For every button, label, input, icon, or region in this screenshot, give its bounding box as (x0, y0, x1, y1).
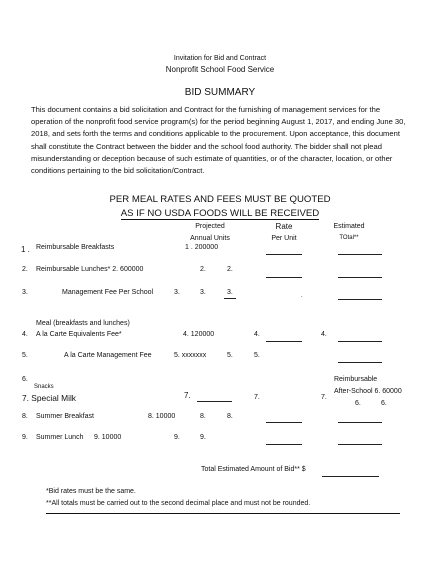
row8-number: 8. (22, 413, 28, 420)
row4-rate-blank[interactable] (266, 341, 302, 342)
row3-label: Management Fee Per School (62, 289, 154, 296)
row4-units: 4. 120000 (183, 331, 215, 338)
row1-label: Reimbursable Breakfasts (36, 244, 115, 251)
row1-total-blank[interactable] (338, 254, 382, 255)
row3-total-blank[interactable] (338, 299, 382, 300)
intro-paragraph: This document contains a bid solicitation and Contract for the furnishing of management services for the operation of the nonprofit food service program(s) for the period beginning August 1, 2017, and ending June 30, 2018, and sets forth the terms and conditions applicable to the procurement. Upon acceptance, this document shall constitute the Contract between the bidder and the school food authority. The bidder shall not plead misunderstanding or deception because of such estimate of quantities, or of the character, location, or other conditions pertaining to the bid solicitation/Contract. (31, 105, 406, 176)
row3-n2: 3. (200, 289, 206, 296)
row6-after-school: After-School 6. 60000 (334, 388, 402, 395)
row9-n2: 9. (200, 434, 206, 441)
total-amount-blank[interactable] (322, 476, 379, 477)
col-projected: Projected (195, 223, 225, 230)
row6-n1: 6. (355, 400, 361, 407)
row8-n2: 8. (227, 413, 233, 420)
col-estimated: Estimated (333, 223, 365, 230)
row9-label: Summer Lunch (36, 434, 84, 441)
notice-line2: AS IF NO USDA FOODS WILL BE RECEIVED (120, 208, 320, 219)
row7-n2: 7. (254, 394, 260, 401)
col-rate: Rate (275, 222, 293, 231)
col-total: TOtal** (339, 235, 359, 241)
row2-number: 2. (22, 266, 28, 273)
row8-units: 8. 10000 (148, 413, 176, 420)
row5-units: 5. xxxxxxx (174, 352, 207, 359)
row3-blank[interactable] (224, 298, 236, 299)
row8-total-blank[interactable] (338, 422, 382, 423)
row9-total-blank[interactable] (338, 444, 382, 445)
row7-label: 7. Special Milk (22, 393, 76, 403)
row2-total-blank[interactable] (338, 277, 382, 278)
row2-rate-number: 2. (227, 266, 233, 273)
page-title: BID SUMMARY (184, 87, 256, 98)
row9-number: 9. (22, 434, 28, 441)
row9-units: 9. 10000 (94, 434, 122, 441)
row5-label: A la Carte Management Fee (64, 352, 152, 359)
row5-total-blank[interactable] (338, 362, 382, 363)
row4-total-number: 4. (321, 331, 327, 338)
row5-number: 5. (22, 352, 28, 359)
row6-number: 6. (22, 376, 28, 383)
row3-n3: 3. (227, 289, 233, 296)
row9-n1: 9. (174, 434, 180, 441)
row5-n2: 5. (254, 352, 260, 359)
row2-units-number: 2. (200, 266, 206, 273)
notice-underline (121, 219, 319, 220)
row4-label: A la Carte Equivalents Fee* (36, 331, 122, 338)
row4-rate-number: 4. (254, 331, 260, 338)
row8-n1: 8. (200, 413, 206, 420)
doc-header-line2: Nonprofit School Food Service (165, 65, 275, 74)
row1-units: 1 . 200000 (185, 244, 219, 251)
row8-rate-blank[interactable] (266, 422, 302, 423)
footnote-1: *Bid rates must be the same. (46, 488, 136, 495)
row7-n1: 7. (184, 391, 191, 400)
row1-number: 1 . (21, 245, 30, 254)
col-per-unit: Per Unit (271, 235, 297, 242)
footnote-2: **All totals must be carried out to the second decimal place and must not be rounded. (46, 500, 311, 507)
row6-n2: 6. (381, 400, 387, 407)
row1-rate-blank[interactable] (266, 254, 302, 255)
row9-rate-blank[interactable] (266, 444, 302, 445)
row2-label: Reimbursable Lunches* 2. 600000 (36, 266, 144, 273)
row5-n1: 5. (227, 352, 233, 359)
row3-n1: 3. (174, 289, 180, 296)
row4-total-blank[interactable] (338, 341, 382, 342)
notice-line1: PER MEAL RATES AND FEES MUST BE QUOTED (109, 194, 331, 205)
row8-label: Summer Breakfast (36, 413, 94, 420)
doc-header-line1: Invitation for Bid and Contract (173, 55, 267, 62)
row4-number: 4. (22, 331, 28, 338)
row3-dot: . (301, 293, 303, 299)
row7-units-blank[interactable] (197, 401, 232, 402)
row3-number: 3. (22, 289, 28, 296)
col-annual-units: Annual Units (190, 235, 230, 242)
row7-n3: 7. (321, 394, 327, 401)
row2-rate-blank[interactable] (266, 277, 302, 278)
total-label: Total Estimated Amount of Bid** $ (201, 466, 306, 473)
row4-prefix: Meal (breakfasts and lunches) (36, 320, 130, 327)
footer-rule (46, 513, 400, 514)
row6-reimbursable: Reimbursable (334, 376, 378, 383)
row6-snacks: Snacks (34, 384, 54, 390)
